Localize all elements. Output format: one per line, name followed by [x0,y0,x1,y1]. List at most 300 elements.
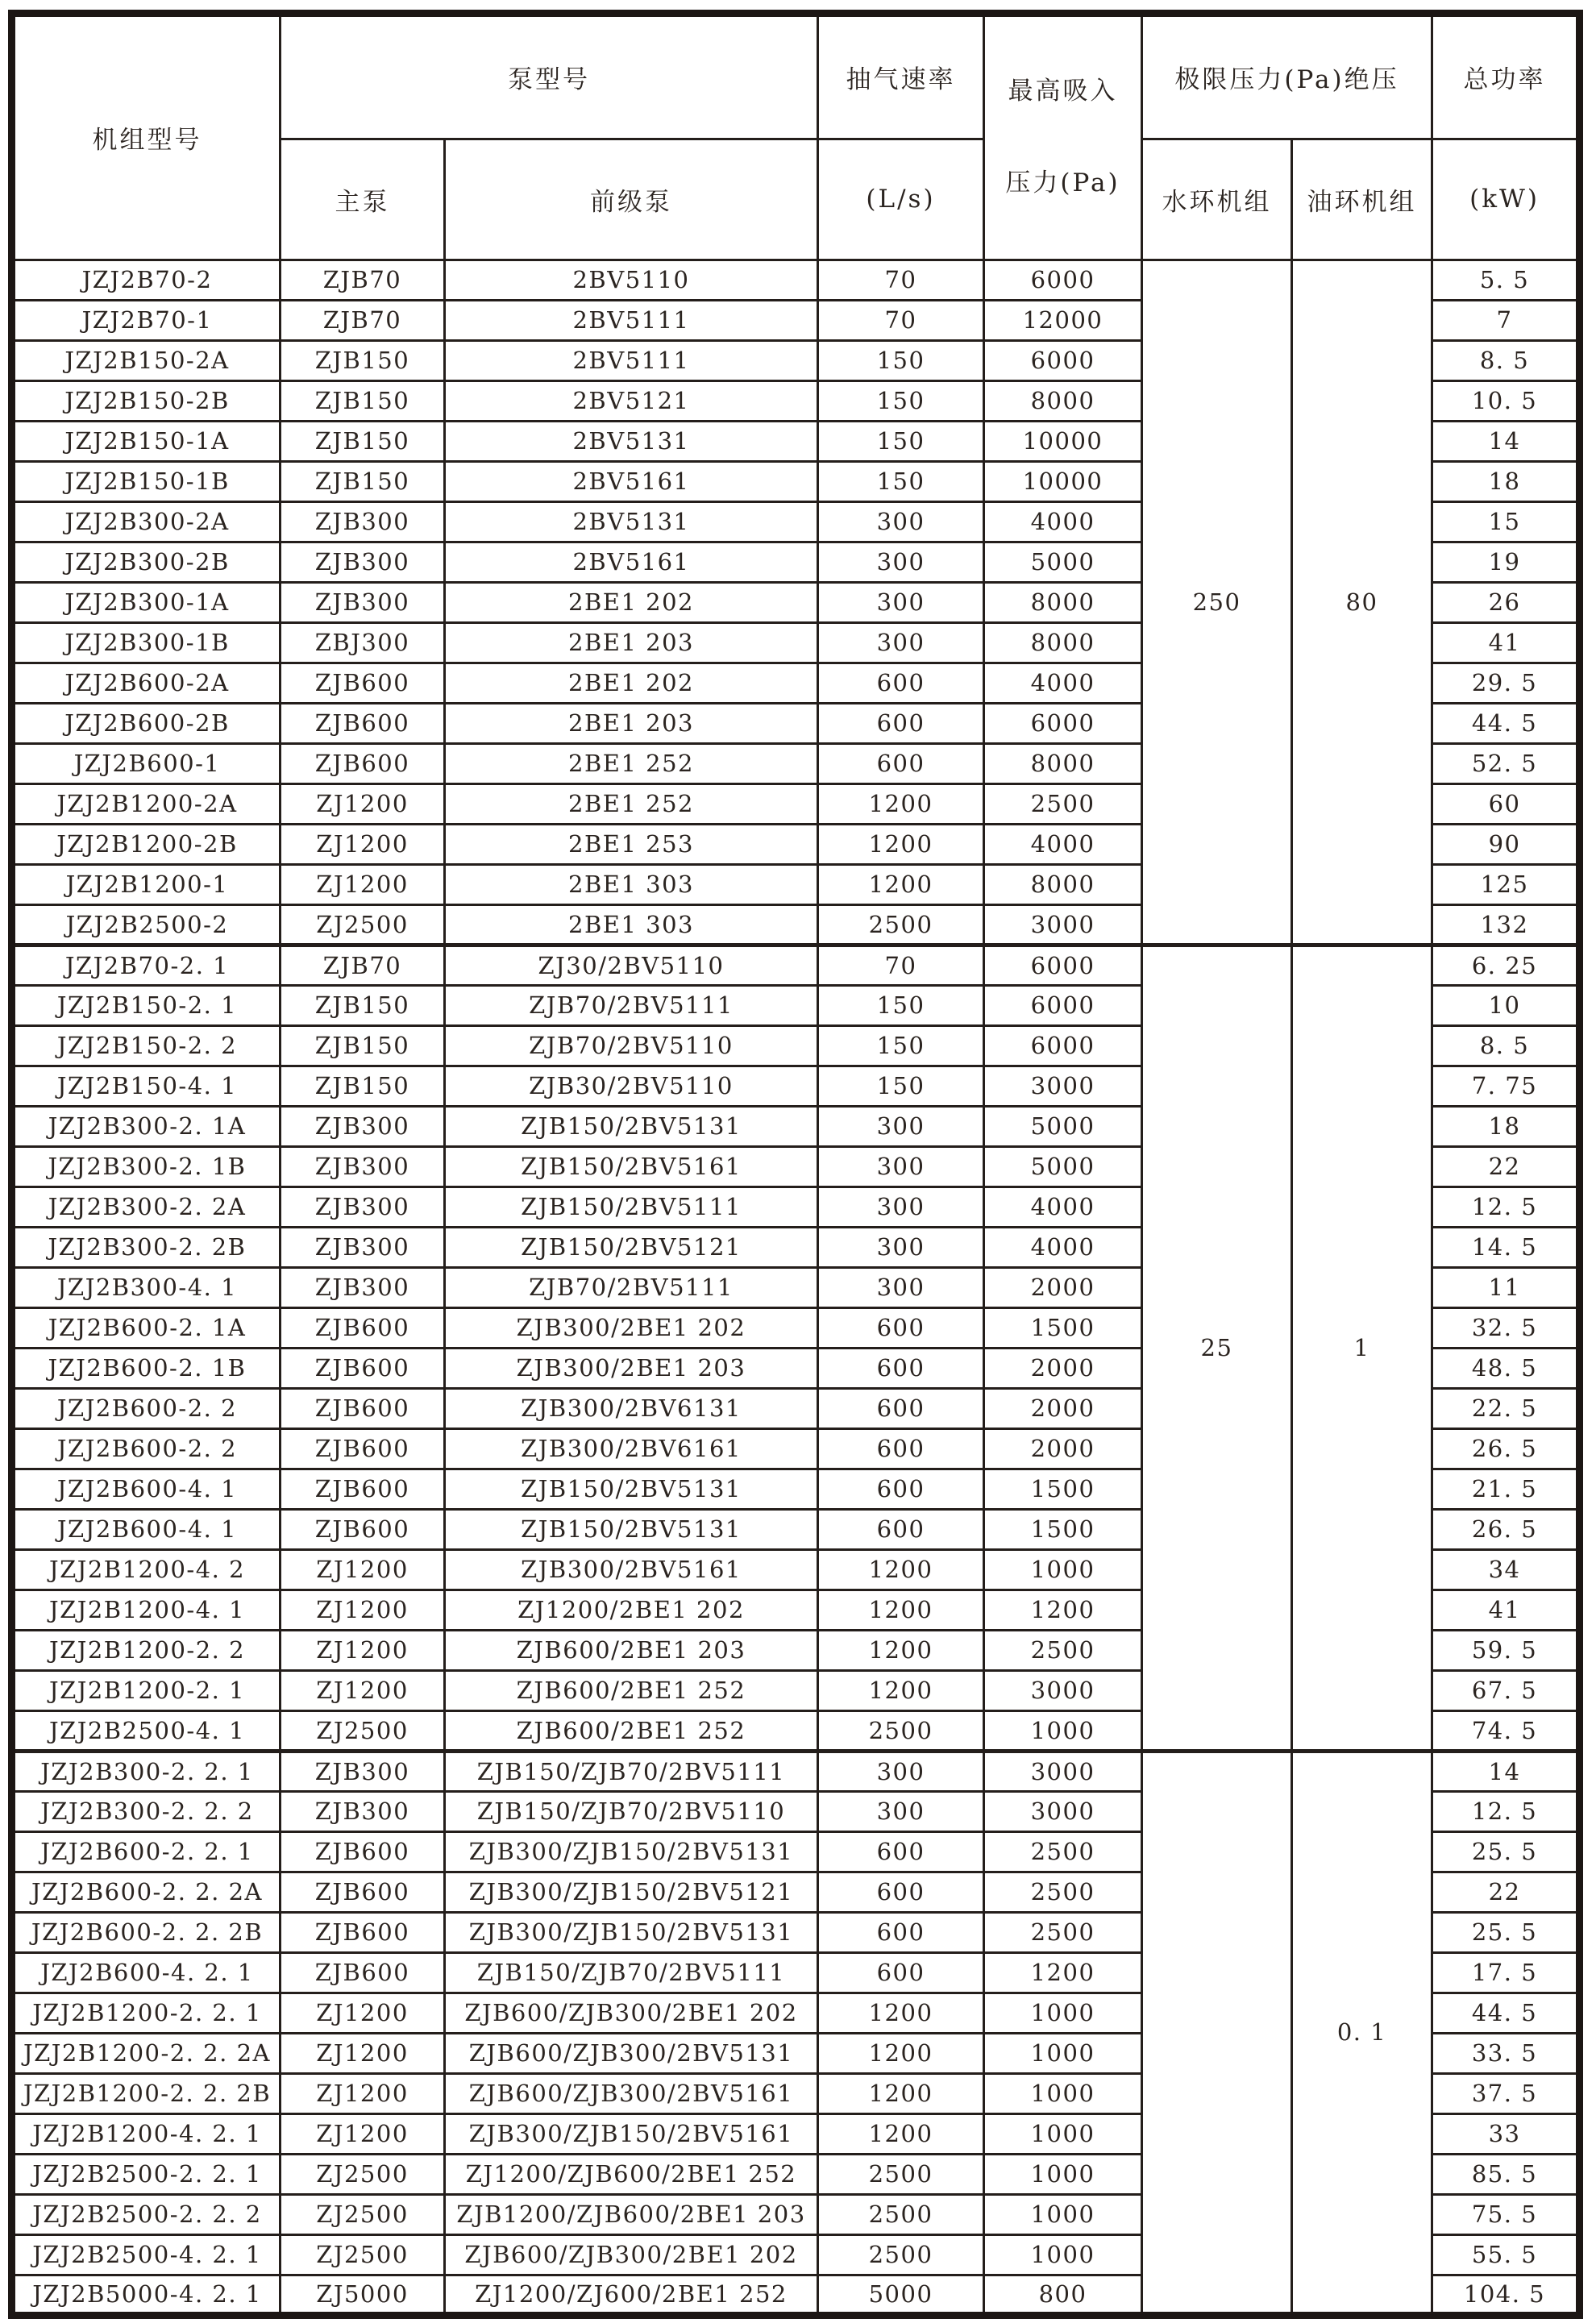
pumping-speed-cell: 600 [818,1307,984,1348]
pumping-speed-cell: 600 [818,1388,984,1428]
max-suction-cell: 3000 [984,1670,1142,1710]
unit-model-cell: JZJ2B70-2 [12,260,281,300]
main-pump-cell: ZJB300 [281,1187,445,1227]
pumping-speed-cell: 2500 [818,2154,984,2194]
unit-model-cell: JZJ2B70-1 [12,300,281,340]
max-suction-cell: 12000 [984,300,1142,340]
max-suction-cell: 6000 [984,260,1142,300]
backing-pump-cell: ZJ1200/2BE1 202 [445,1590,818,1630]
backing-pump-cell: 2BV5121 [445,380,818,421]
pumping-speed-cell: 300 [818,1791,984,1831]
backing-pump-cell: 2BV5110 [445,260,818,300]
pumping-speed-cell: 300 [818,622,984,663]
pumping-speed-cell: 600 [818,1831,984,1872]
main-pump-cell: ZJB300 [281,1146,445,1187]
total-power-cell: 25. 5 [1432,1831,1580,1872]
backing-pump-cell: ZJB150/2BV5131 [445,1469,818,1509]
unit-model-cell: JZJ2B600-1 [12,743,281,783]
max-suction-cell: 2000 [984,1348,1142,1388]
pumping-speed-cell: 1200 [818,2033,984,2073]
max-suction-cell: 8000 [984,380,1142,421]
unit-model-cell: JZJ2B2500-4. 1 [12,1710,281,1751]
pumping-speed-cell: 1200 [818,1670,984,1710]
col-header-oil-ring: 油环机组 [1292,139,1432,260]
pumping-speed-cell: 150 [818,1025,984,1066]
oil-ring-cell: 1 [1292,945,1432,1751]
pumping-speed-cell: 5000 [818,2275,984,2315]
main-pump-cell: ZJ1200 [281,1549,445,1590]
max-suction-cell: 4000 [984,663,1142,703]
main-pump-cell: ZJB300 [281,1227,445,1267]
max-suction-cell: 1000 [984,1549,1142,1590]
pumping-speed-cell: 1200 [818,864,984,904]
max-suction-cell: 3000 [984,1066,1142,1106]
pumping-speed-cell: 600 [818,743,984,783]
unit-model-cell: JZJ2B150-2B [12,380,281,421]
pumping-speed-cell: 1200 [818,824,984,864]
total-power-cell: 14 [1432,421,1580,461]
pumping-speed-cell: 600 [818,1912,984,1952]
backing-pump-cell: 2BE1 303 [445,904,818,945]
backing-pump-cell: 2BV5131 [445,501,818,542]
max-suction-cell: 1000 [984,2234,1142,2275]
unit-model-cell: JZJ2B1200-2B [12,824,281,864]
pumping-speed-cell: 2500 [818,904,984,945]
pumping-speed-cell: 150 [818,1066,984,1106]
unit-model-cell: JZJ2B2500-2. 2. 1 [12,2154,281,2194]
max-suction-cell: 1500 [984,1469,1142,1509]
total-power-cell: 12. 5 [1432,1187,1580,1227]
unit-model-cell: JZJ2B300-2. 2. 2 [12,1791,281,1831]
unit-model-cell: JZJ2B600-2. 2 [12,1388,281,1428]
pumping-speed-cell: 70 [818,300,984,340]
unit-model-cell: JZJ2B600-4. 1 [12,1509,281,1549]
max-suction-cell: 6000 [984,703,1142,743]
col-header-pump-model: 泵型号 [281,14,818,139]
main-pump-cell: ZJB70 [281,260,445,300]
backing-pump-cell: 2BE1 202 [445,582,818,622]
water-ring-cell: 25 [1142,945,1292,1751]
total-power-cell: 60 [1432,783,1580,824]
pumping-speed-cell: 1200 [818,1630,984,1670]
col-header-power-unit: (kW) [1432,139,1580,260]
col-header-total-power: 总功率 [1432,14,1580,139]
pumping-speed-cell: 600 [818,1469,984,1509]
pumping-speed-cell: 300 [818,1751,984,1791]
unit-model-cell: JZJ2B1200-1 [12,864,281,904]
pumping-speed-cell: 600 [818,663,984,703]
total-power-cell: 33. 5 [1432,2033,1580,2073]
total-power-cell: 33 [1432,2113,1580,2154]
total-power-cell: 22 [1432,1872,1580,1912]
pumping-speed-cell: 2500 [818,1710,984,1751]
total-power-cell: 8. 5 [1432,340,1580,380]
pumping-speed-cell: 2500 [818,2234,984,2275]
backing-pump-cell: ZJ1200/ZJ600/2BE1 252 [445,2275,818,2315]
max-suction-line2: 压力(Pa) [1005,168,1120,197]
pumping-speed-cell: 1200 [818,1590,984,1630]
unit-model-cell: JZJ2B150-2. 1 [12,985,281,1025]
total-power-cell: 18 [1432,461,1580,501]
max-suction-cell: 4000 [984,501,1142,542]
oil-ring-cell: 80 [1292,260,1432,945]
unit-model-cell: JZJ2B600-2A [12,663,281,703]
main-pump-cell: ZJ2500 [281,1710,445,1751]
unit-model-cell: JZJ2B300-2. 1B [12,1146,281,1187]
col-header-speed-unit: (L/s) [818,139,984,260]
main-pump-cell: ZJB300 [281,1791,445,1831]
max-suction-cell: 2500 [984,1872,1142,1912]
unit-model-cell: JZJ2B150-2. 2 [12,1025,281,1066]
backing-pump-cell: ZJB300/2BE1 202 [445,1307,818,1348]
unit-model-cell: JZJ2B600-2. 2. 2A [12,1872,281,1912]
total-power-cell: 26. 5 [1432,1428,1580,1469]
main-pump-cell: ZJB70 [281,300,445,340]
pumping-speed-cell: 600 [818,1952,984,1993]
pumping-speed-cell: 600 [818,1428,984,1469]
backing-pump-cell: ZJB300/ZJB150/2BV5121 [445,1872,818,1912]
total-power-cell: 29. 5 [1432,663,1580,703]
pumping-speed-cell: 150 [818,985,984,1025]
total-power-cell: 25. 5 [1432,1912,1580,1952]
max-suction-cell: 6000 [984,945,1142,985]
main-pump-cell: ZJB300 [281,582,445,622]
total-power-cell: 22 [1432,1146,1580,1187]
max-suction-line1: 最高吸入 [1008,77,1118,106]
main-pump-cell: ZJB70 [281,945,445,985]
max-suction-cell: 4000 [984,824,1142,864]
unit-model-cell: JZJ2B300-4. 1 [12,1267,281,1307]
max-suction-cell: 5000 [984,1106,1142,1146]
col-header-water-ring: 水环机组 [1142,139,1292,260]
max-suction-cell: 5000 [984,542,1142,582]
total-power-cell: 17. 5 [1432,1952,1580,1993]
pumping-speed-cell: 300 [818,1227,984,1267]
max-suction-cell: 6000 [984,985,1142,1025]
main-pump-cell: ZJ1200 [281,1670,445,1710]
backing-pump-cell: ZJB70/2BV5111 [445,985,818,1025]
main-pump-cell: ZJB300 [281,542,445,582]
pumping-speed-cell: 150 [818,340,984,380]
total-power-cell: 5. 5 [1432,260,1580,300]
backing-pump-cell: ZJB600/ZJB300/2BV5161 [445,2073,818,2113]
pumping-speed-cell: 600 [818,1872,984,1912]
main-pump-cell: ZJB150 [281,1025,445,1066]
main-pump-cell: ZJB300 [281,501,445,542]
backing-pump-cell: 2BE1 252 [445,743,818,783]
backing-pump-cell: ZJB600/2BE1 203 [445,1630,818,1670]
pumping-speed-cell: 150 [818,461,984,501]
pumping-speed-cell: 300 [818,582,984,622]
max-suction-cell: 2500 [984,783,1142,824]
main-pump-cell: ZJ1200 [281,1993,445,2033]
backing-pump-cell: ZJB30/2BV5110 [445,1066,818,1106]
unit-model-cell: JZJ2B1200-2A [12,783,281,824]
main-pump-cell: ZJ2500 [281,2194,445,2234]
unit-model-cell: JZJ2B150-2A [12,340,281,380]
table-row [12,1751,1580,1791]
backing-pump-cell: ZJB300/2BE1 203 [445,1348,818,1388]
water-ring-cell [1142,1751,1292,2315]
unit-model-cell: JZJ2B2500-2 [12,904,281,945]
main-pump-cell: ZBJ300 [281,622,445,663]
main-pump-cell: ZJB300 [281,1751,445,1791]
backing-pump-cell: ZJB600/ZJB300/2BV5131 [445,2033,818,2073]
max-suction-cell: 4000 [984,1227,1142,1267]
oil-ring-cell: 0. 1 [1292,1751,1432,2315]
backing-pump-cell: 2BE1 203 [445,703,818,743]
main-pump-cell: ZJB150 [281,1066,445,1106]
pumping-speed-cell: 300 [818,501,984,542]
main-pump-cell: ZJB300 [281,1267,445,1307]
total-power-cell: 67. 5 [1432,1670,1580,1710]
max-suction-cell: 2500 [984,1831,1142,1872]
max-suction-cell: 8000 [984,622,1142,663]
backing-pump-cell: 2BV5161 [445,461,818,501]
total-power-cell: 15 [1432,501,1580,542]
total-power-cell: 85. 5 [1432,2154,1580,2194]
total-power-cell: 14. 5 [1432,1227,1580,1267]
total-power-cell: 7. 75 [1432,1066,1580,1106]
max-suction-cell: 10000 [984,421,1142,461]
backing-pump-cell: ZJB1200/ZJB600/2BE1 203 [445,2194,818,2234]
max-suction-cell: 1000 [984,2113,1142,2154]
max-suction-cell: 8000 [984,582,1142,622]
main-pump-cell: ZJB150 [281,421,445,461]
unit-model-cell: JZJ2B600-2. 2 [12,1428,281,1469]
backing-pump-cell: ZJB600/ZJB300/2BE1 202 [445,1993,818,2033]
max-suction-cell: 1000 [984,1710,1142,1751]
main-pump-cell: ZJB600 [281,1509,445,1549]
max-suction-cell: 1200 [984,1952,1142,1993]
backing-pump-cell: ZJ30/2BV5110 [445,945,818,985]
unit-model-cell: JZJ2B2500-2. 2. 2 [12,2194,281,2234]
max-suction-cell: 1000 [984,2033,1142,2073]
backing-pump-cell: ZJ1200/ZJB600/2BE1 252 [445,2154,818,2194]
backing-pump-cell: ZJB300/2BV6131 [445,1388,818,1428]
total-power-cell: 19 [1432,542,1580,582]
unit-model-cell: JZJ2B1200-4. 1 [12,1590,281,1630]
backing-pump-cell: 2BE1 202 [445,663,818,703]
total-power-cell: 8. 5 [1432,1025,1580,1066]
unit-model-cell: JZJ2B1200-2. 2. 1 [12,1993,281,2033]
total-power-cell: 125 [1432,864,1580,904]
max-suction-cell: 2000 [984,1388,1142,1428]
unit-model-cell: JZJ2B600-2. 1A [12,1307,281,1348]
main-pump-cell: ZJB600 [281,1952,445,1993]
total-power-cell: 41 [1432,622,1580,663]
pumping-speed-cell: 70 [818,260,984,300]
pumping-speed-cell: 300 [818,1187,984,1227]
main-pump-cell: ZJ1200 [281,864,445,904]
backing-pump-cell: ZJB150/2BV5161 [445,1146,818,1187]
backing-pump-cell: ZJB70/2BV5111 [445,1267,818,1307]
max-suction-cell: 2500 [984,1630,1142,1670]
total-power-cell: 55. 5 [1432,2234,1580,2275]
total-power-cell: 10. 5 [1432,380,1580,421]
backing-pump-cell: ZJB150/ZJB70/2BV5110 [445,1791,818,1831]
main-pump-cell: ZJ1200 [281,2073,445,2113]
main-pump-cell: ZJB600 [281,663,445,703]
max-suction-cell: 5000 [984,1146,1142,1187]
total-power-cell: 26. 5 [1432,1509,1580,1549]
pumping-speed-cell: 1200 [818,783,984,824]
unit-model-cell: JZJ2B5000-4. 2. 1 [12,2275,281,2315]
max-suction-cell: 1500 [984,1307,1142,1348]
pumping-speed-cell: 300 [818,1106,984,1146]
pumping-speed-cell: 150 [818,380,984,421]
backing-pump-cell: ZJB150/2BV5121 [445,1227,818,1267]
max-suction-cell: 1000 [984,2073,1142,2113]
backing-pump-cell: 2BE1 253 [445,824,818,864]
total-power-cell: 52. 5 [1432,743,1580,783]
max-suction-cell: 8000 [984,743,1142,783]
table-body [12,260,1580,2315]
main-pump-cell: ZJB150 [281,461,445,501]
main-pump-cell: ZJ2500 [281,2234,445,2275]
unit-model-cell: JZJ2B600-2B [12,703,281,743]
water-ring-cell: 250 [1142,260,1292,945]
unit-model-cell: JZJ2B1200-4. 2 [12,1549,281,1590]
pumping-speed-cell: 600 [818,703,984,743]
unit-model-cell: JZJ2B600-2. 2. 2B [12,1912,281,1952]
pumping-speed-cell: 1200 [818,2073,984,2113]
main-pump-cell: ZJ1200 [281,1590,445,1630]
total-power-cell: 26 [1432,582,1580,622]
pumping-speed-cell: 600 [818,1348,984,1388]
unit-model-cell: JZJ2B300-2A [12,501,281,542]
total-power-cell: 104. 5 [1432,2275,1580,2315]
pumping-speed-cell: 300 [818,542,984,582]
main-pump-cell: ZJB600 [281,1428,445,1469]
main-pump-cell: ZJ1200 [281,824,445,864]
header-row-1 [12,14,1580,139]
backing-pump-cell: ZJB150/2BV5131 [445,1509,818,1549]
table-row [12,260,1580,300]
backing-pump-cell: ZJB300/ZJB150/2BV5161 [445,2113,818,2154]
main-pump-cell: ZJB300 [281,1106,445,1146]
backing-pump-cell: 2BE1 303 [445,864,818,904]
total-power-cell: 32. 5 [1432,1307,1580,1348]
max-suction-cell: 2000 [984,1428,1142,1469]
main-pump-cell: ZJB600 [281,1388,445,1428]
backing-pump-cell: 2BE1 252 [445,783,818,824]
total-power-cell: 48. 5 [1432,1348,1580,1388]
unit-model-cell: JZJ2B1200-2. 2 [12,1630,281,1670]
backing-pump-cell: ZJB150/2BV5131 [445,1106,818,1146]
col-header-main-pump: 主泵 [281,139,445,260]
main-pump-cell: ZJ2500 [281,2154,445,2194]
unit-model-cell: JZJ2B150-1A [12,421,281,461]
max-suction-cell: 3000 [984,904,1142,945]
backing-pump-cell: 2BV5111 [445,300,818,340]
unit-model-cell: JZJ2B1200-2. 1 [12,1670,281,1710]
main-pump-cell: ZJ1200 [281,2033,445,2073]
pumping-speed-cell: 1200 [818,1993,984,2033]
total-power-cell: 41 [1432,1590,1580,1630]
unit-model-cell: JZJ2B300-2. 2. 1 [12,1751,281,1791]
unit-model-cell: JZJ2B600-2. 2. 1 [12,1831,281,1872]
total-power-cell: 75. 5 [1432,2194,1580,2234]
unit-model-cell: JZJ2B2500-4. 2. 1 [12,2234,281,2275]
pumping-speed-cell: 150 [818,421,984,461]
max-suction-cell: 6000 [984,340,1142,380]
max-suction-cell: 3000 [984,1791,1142,1831]
main-pump-cell: ZJB600 [281,1912,445,1952]
total-power-cell: 44. 5 [1432,1993,1580,2033]
max-suction-cell: 1000 [984,2154,1142,2194]
main-pump-cell: ZJB600 [281,1872,445,1912]
pumping-speed-cell: 70 [818,945,984,985]
max-suction-cell: 800 [984,2275,1142,2315]
col-header-max-suction [984,14,1142,260]
unit-model-cell: JZJ2B600-4. 1 [12,1469,281,1509]
unit-model-cell: JZJ2B300-2B [12,542,281,582]
col-header-pumping-speed: 抽气速率 [818,14,984,139]
total-power-cell: 12. 5 [1432,1791,1580,1831]
total-power-cell: 6. 25 [1432,945,1580,985]
col-header-ultimate-pressure: 极限压力(Pa)绝压 [1142,14,1432,139]
total-power-cell: 10 [1432,985,1580,1025]
max-suction-cell: 1500 [984,1509,1142,1549]
pumping-speed-cell: 300 [818,1267,984,1307]
total-power-cell: 22. 5 [1432,1388,1580,1428]
total-power-cell: 132 [1432,904,1580,945]
main-pump-cell: ZJ1200 [281,2113,445,2154]
total-power-cell: 37. 5 [1432,2073,1580,2113]
max-suction-cell: 1000 [984,1993,1142,2033]
main-pump-cell: ZJ1200 [281,1630,445,1670]
max-suction-cell: 2000 [984,1267,1142,1307]
total-power-cell: 90 [1432,824,1580,864]
total-power-cell: 7 [1432,300,1580,340]
total-power-cell: 21. 5 [1432,1469,1580,1509]
backing-pump-cell: ZJB150/2BV5111 [445,1187,818,1227]
backing-pump-cell: ZJB600/2BE1 252 [445,1670,818,1710]
unit-model-cell: JZJ2B1200-4. 2. 1 [12,2113,281,2154]
main-pump-cell: ZJB600 [281,1469,445,1509]
max-suction-cell: 8000 [984,864,1142,904]
backing-pump-cell: 2BV5131 [445,421,818,461]
backing-pump-cell: 2BV5161 [445,542,818,582]
total-power-cell: 14 [1432,1751,1580,1791]
unit-model-cell: JZJ2B300-2. 2B [12,1227,281,1267]
pumping-speed-cell: 1200 [818,2113,984,2154]
main-pump-cell: ZJ5000 [281,2275,445,2315]
main-pump-cell: ZJB600 [281,1348,445,1388]
backing-pump-cell: ZJB300/ZJB150/2BV5131 [445,1912,818,1952]
backing-pump-cell: ZJB300/2BV5161 [445,1549,818,1590]
pumping-speed-cell: 2500 [818,2194,984,2234]
pump-unit-spec-table [8,10,1583,2319]
table-row [12,945,1580,985]
backing-pump-cell: ZJB70/2BV5110 [445,1025,818,1066]
total-power-cell: 44. 5 [1432,703,1580,743]
main-pump-cell: ZJB600 [281,1831,445,1872]
total-power-cell: 18 [1432,1106,1580,1146]
pumping-speed-cell: 1200 [818,1549,984,1590]
unit-model-cell: JZJ2B70-2. 1 [12,945,281,985]
unit-model-cell: JZJ2B1200-2. 2. 2B [12,2073,281,2113]
table-header [12,14,1580,260]
unit-model-cell: JZJ2B300-1B [12,622,281,663]
max-suction-cell: 10000 [984,461,1142,501]
backing-pump-cell: ZJB150/ZJB70/2BV5111 [445,1952,818,1993]
total-power-cell: 59. 5 [1432,1630,1580,1670]
total-power-cell: 34 [1432,1549,1580,1590]
backing-pump-cell: ZJB600/2BE1 252 [445,1710,818,1751]
unit-model-cell: JZJ2B300-1A [12,582,281,622]
